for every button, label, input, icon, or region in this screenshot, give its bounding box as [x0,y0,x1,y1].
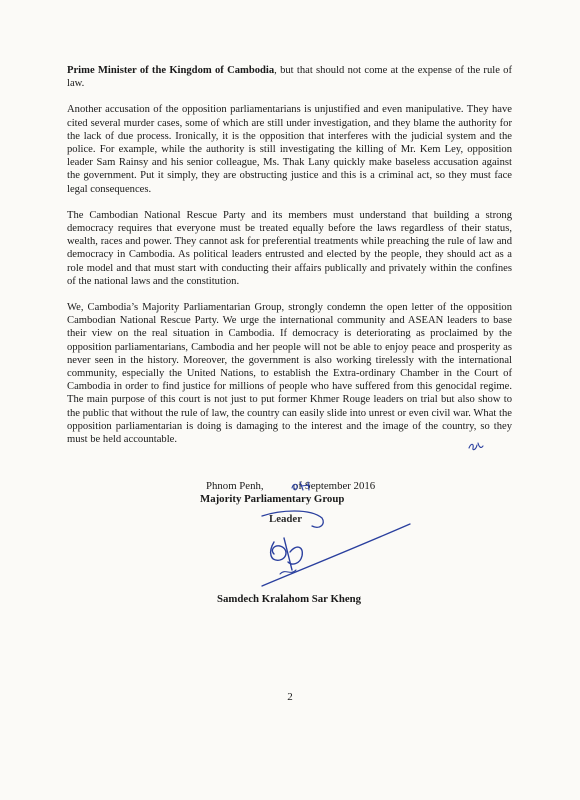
page-number: 2 [287,691,293,703]
letter-body [67,64,512,459]
signature-icon [240,500,420,600]
paragraph-2: Another accusation of the opposition parliamentarians is unjustified and even manipulative. They have cited several murder cases, some of which are still under investigation, and they blame the authority for the lack of due process. Ironically, it is the opposition that interferes with the judicial system and the police. For example, while the authority is still investigating the killing of Mr. Kem Ley, opposition leader Sam Rainsy and his senior colleague, Ms. Thak Lany quickly make baseless accusation against the government. Put it simply, they are obstructing justice and this is a criminal act, so they must face legal consequences. [67,104,512,195]
place-date-prefix: Phnom Penh, [206,480,267,492]
handwritten-date-icon [290,478,320,492]
leader-label: Leader [269,513,302,525]
group-name: Majority Parliamentary Group [200,493,345,506]
paragraph-4-text: We, Cambodia’s Majority Parliamentarian Group, strongly condemn the open letter of the opposition Cambodian National Rescue Party. We urge the international community and ASEAN leaders to base their view on the real situation in Cambodia. If democracy is deteriorating as proclaimed by the opposition parliamentarians, Cambodia and her people will not be able to enjoy peace and prosperity as never seen in the history. Moreover, the government is also working tirelessly with the international community, especially the United Nations, to establish the Extra-ordinary Chamber in the Court of Cambodia in order to find justice for millions of people who have suffered from this genocidal regime. The main purpose of this court is not just to put former Khmer Rouge leaders on trial but also show to the public that without the rule of law, the country can easily slide into unrest or even civil war. What the opposition parliamentarian is doing is damaging to the interest and the image of the country, so they must be held accountable. [67,302,512,446]
handwritten-initials-icon [466,439,486,453]
prime-minister-title: Prime Minister of the Kingdom of Cambodia [67,65,275,76]
paragraph-1-text: , but that should not come at the expense of the rule of law. [67,65,512,90]
place-date-suffix: of September 2016 [290,480,376,492]
signer-name: Samdech Kralahom Sar Kheng [217,593,362,605]
paragraph-1 [67,64,512,90]
paragraph-4 [67,301,512,446]
paragraph-3: The Cambodian National Rescue Party and its members must understand that building a strong democracy requires that everyone must be treated equally before the laws regardless of their status, wealth, races and power. They cannot ask for preferential treatments while preaching the rule of law and democracy in Cambodia. As political leaders entrusted and elected by the people, they should act as a role model and that must start with conducting their affairs publically and privately within the confines of the national laws and the constitution. [67,209,512,287]
